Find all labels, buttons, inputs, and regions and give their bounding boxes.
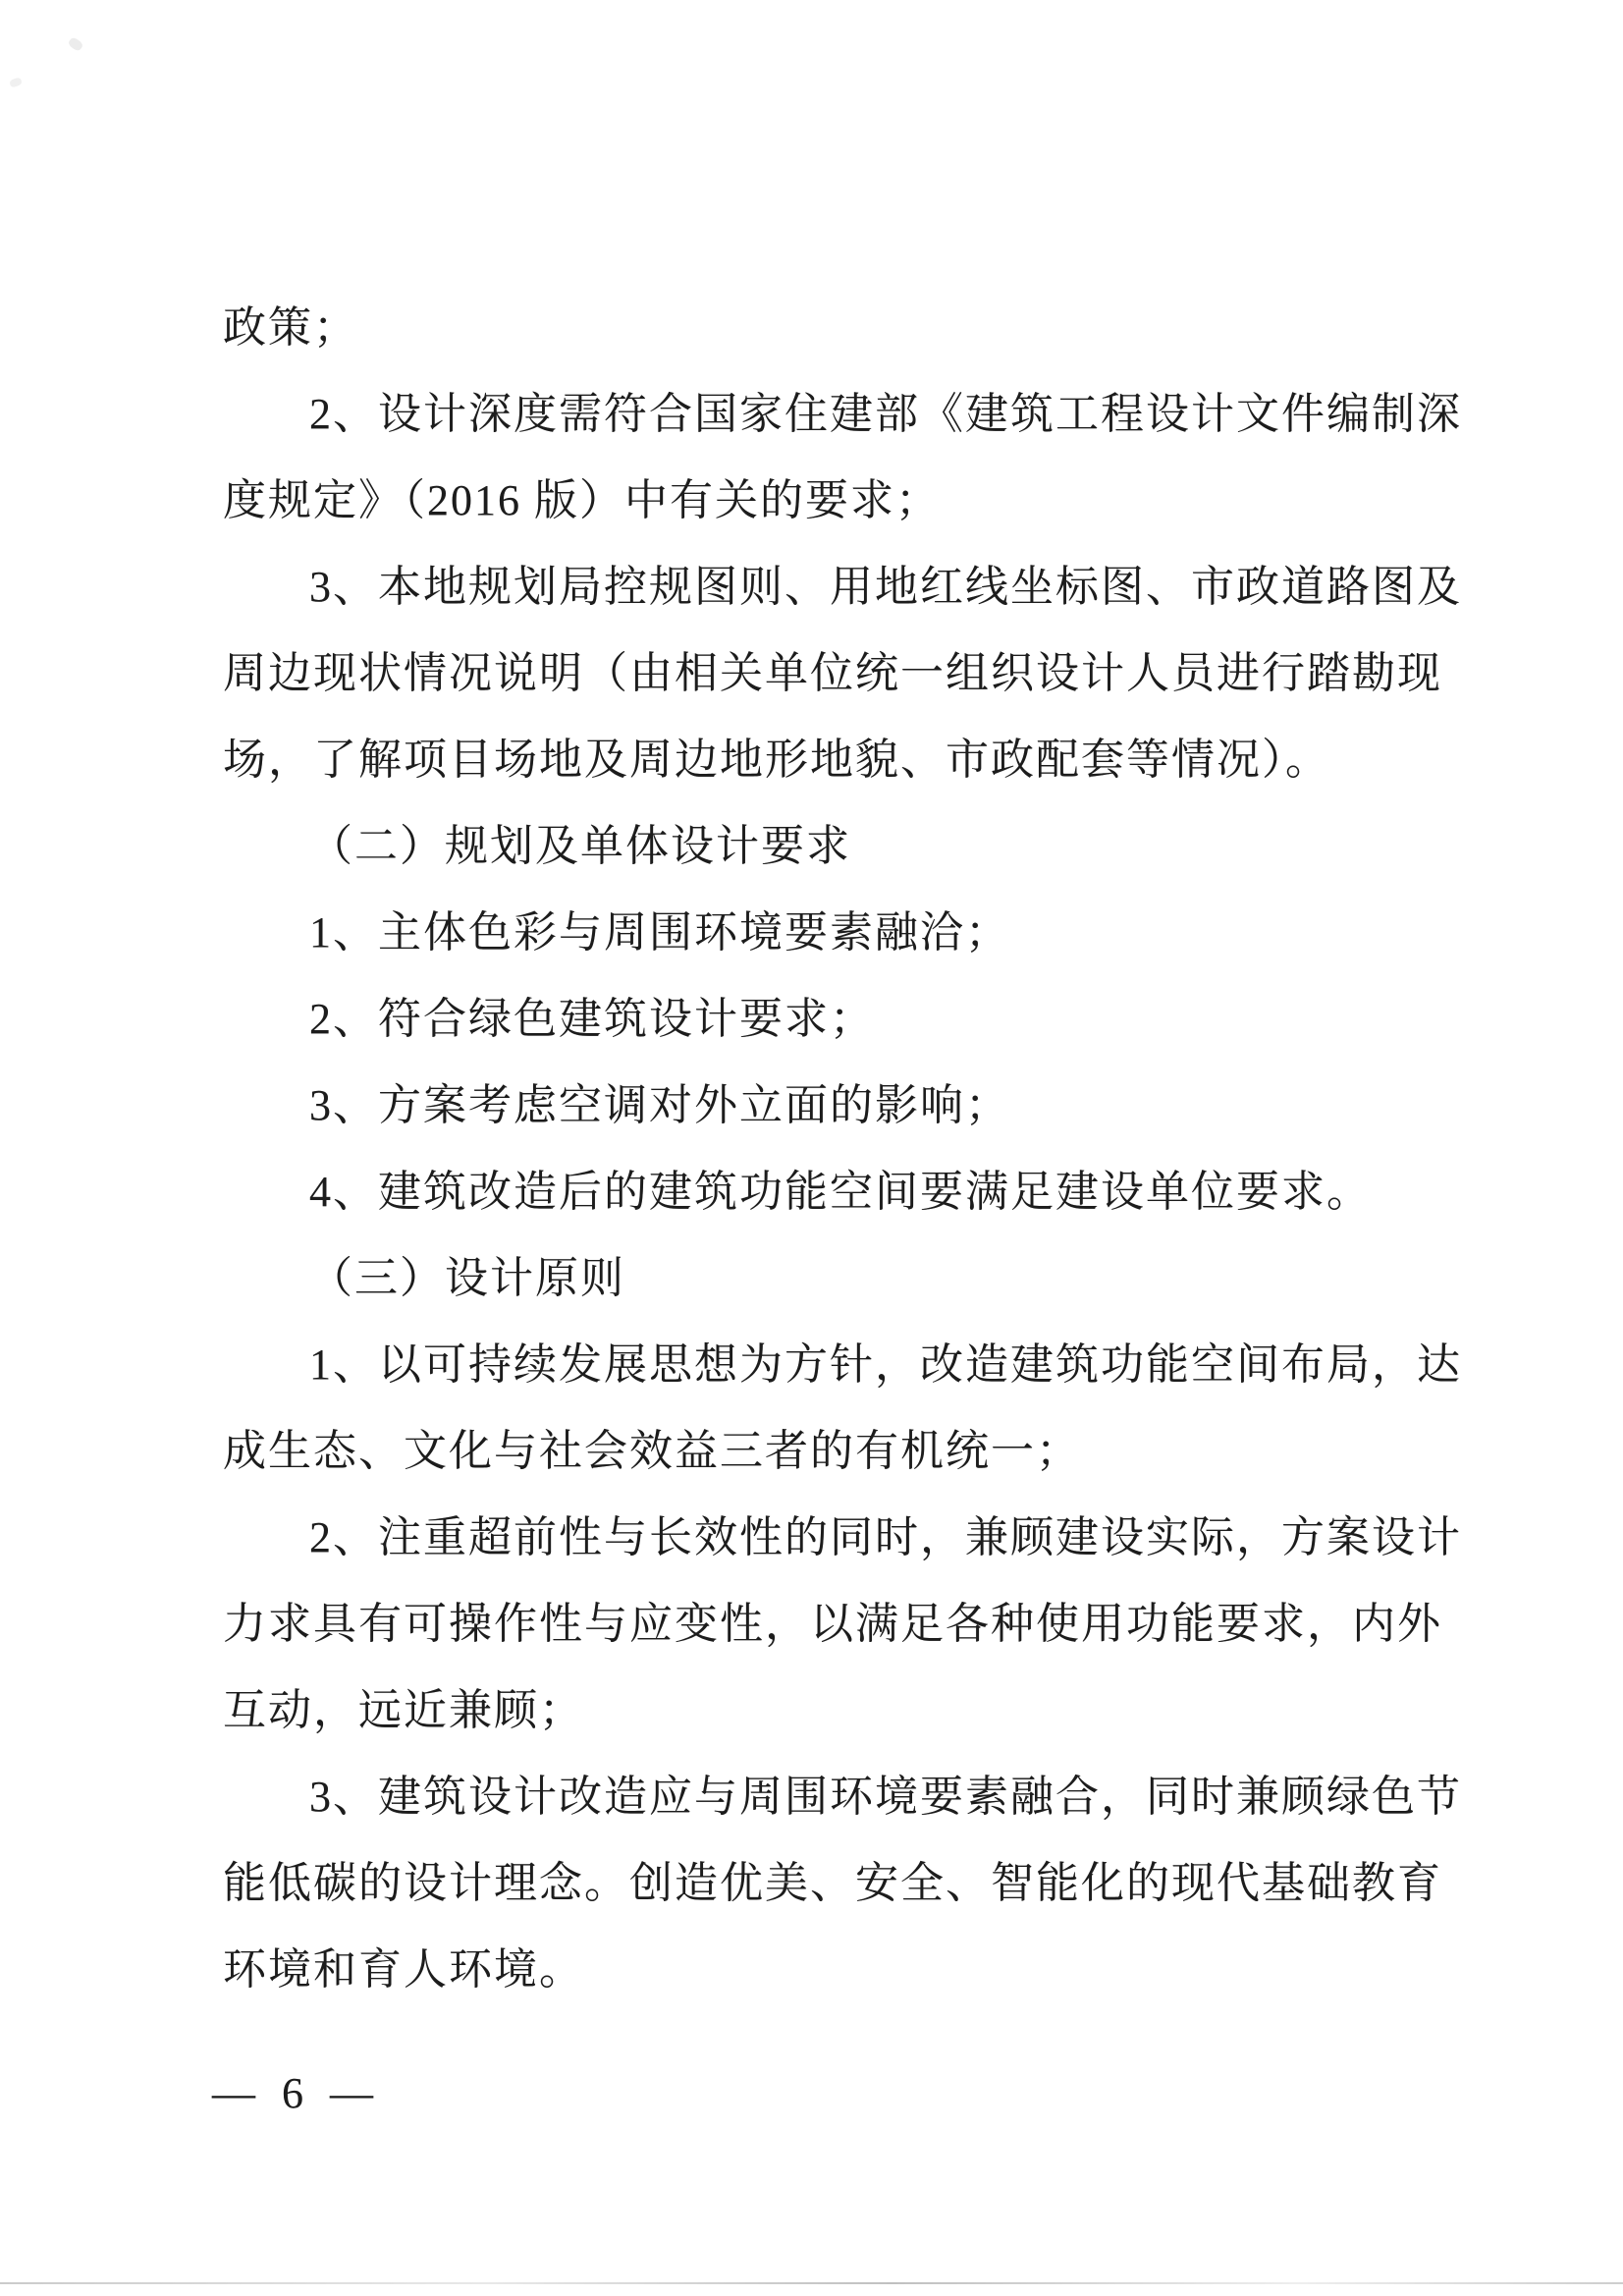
section-heading: （二）规划及单体设计要求 bbox=[309, 822, 851, 870]
scan-noise-speck bbox=[9, 77, 23, 88]
body-line: 3、建筑设计改造应与周围环境要素融合，同时兼顾绿色节 bbox=[309, 1773, 1462, 1821]
section-heading: （三）设计原则 bbox=[309, 1254, 625, 1302]
body-line: 度规定》（2016 版）中有关的要求； bbox=[223, 476, 941, 524]
scan-edge-artifact bbox=[0, 2282, 1623, 2284]
body-line: 场，了解项目场地及周边地形地貌、市政配套等情况）。 bbox=[223, 736, 1330, 784]
body-line: 4、建筑改造后的建筑功能空间要满足建设单位要求。 bbox=[309, 1168, 1372, 1216]
body-line: 3、本地规划局控规图则、用地红线坐标图、市政道路图及 bbox=[309, 563, 1462, 611]
body-line: 周边现状情况说明（由相关单位统一组织设计人员进行踏勘现 bbox=[223, 649, 1442, 697]
body-line: 1、以可持续发展思想为方针，改造建筑功能空间布局，达 bbox=[309, 1340, 1462, 1389]
scan-noise-speck bbox=[67, 36, 83, 52]
body-line: 能低碳的设计理念。创造优美、安全、智能化的现代基础教育 bbox=[223, 1859, 1442, 1907]
body-line: 互动，远近兼顾； bbox=[223, 1686, 584, 1734]
body-line: 1、主体色彩与周围环境要素融洽； bbox=[309, 908, 1010, 957]
body-line: 2、符合绿色建筑设计要求； bbox=[309, 995, 875, 1043]
body-line: 2、注重超前性与长效性的同时，兼顾建设实际，方案设计 bbox=[309, 1513, 1462, 1561]
body-line: 3、方案考虑空调对外立面的影响； bbox=[309, 1081, 1010, 1129]
body-line: 2、设计深度需符合国家住建部《建筑工程设计文件编制深 bbox=[309, 390, 1462, 438]
document-body bbox=[223, 285, 1499, 2013]
body-line: 环境和育人环境。 bbox=[223, 1945, 584, 1994]
body-line: 成生态、文化与社会效益三者的有机统一； bbox=[223, 1427, 1081, 1475]
page-number: — 6 — bbox=[212, 2069, 381, 2117]
body-line: 政策； bbox=[223, 303, 358, 352]
body-line: 力求具有可操作性与应变性，以满足各种使用功能要求，内外 bbox=[223, 1600, 1442, 1648]
